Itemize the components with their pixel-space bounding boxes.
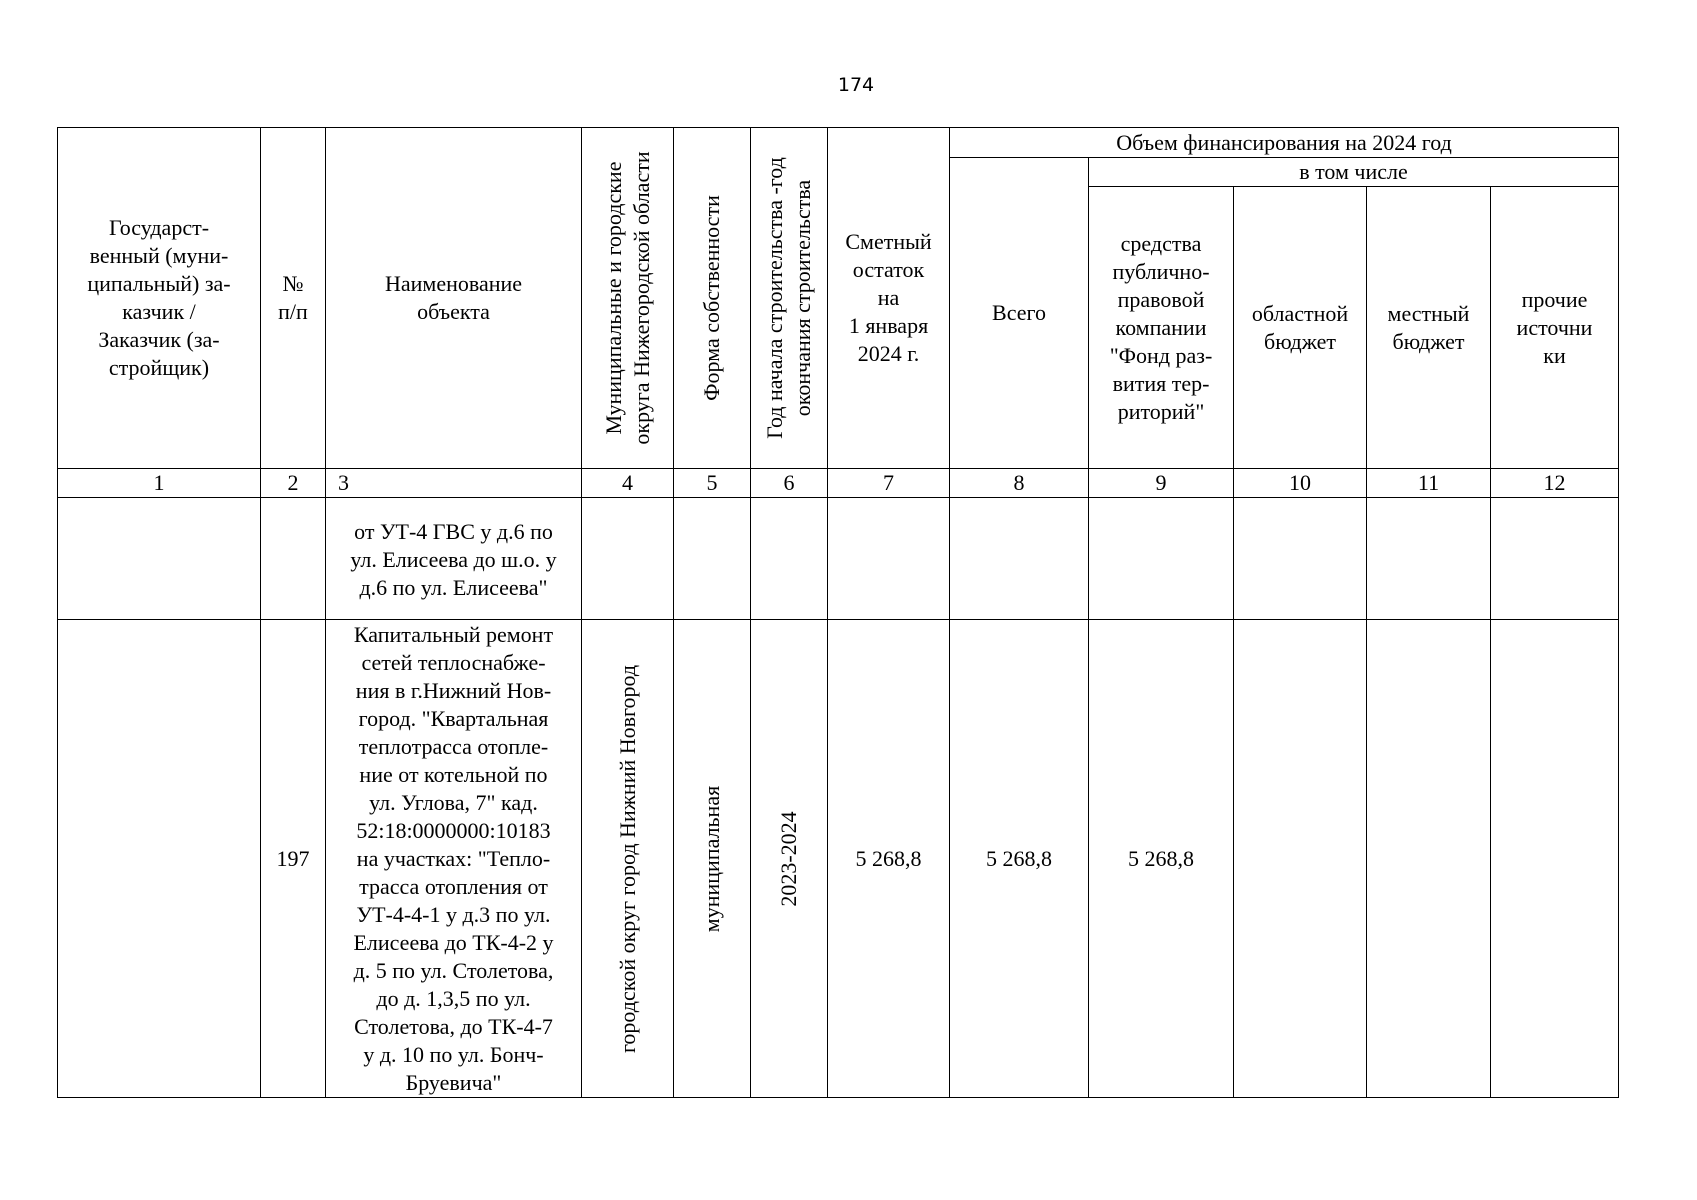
cell-object-name: от УТ-4 ГВС у д.6 по ул. Елисеева до ш.о. у д.6 по ул. Елисеева" — [326, 498, 582, 620]
header-regional: областной бюджет — [1234, 187, 1367, 469]
column-number: 11 — [1367, 469, 1491, 498]
table-row — [58, 620, 1619, 1098]
cell-number — [261, 498, 326, 620]
column-number: 9 — [1089, 469, 1234, 498]
cell-customer — [58, 620, 261, 1098]
header-fund: средства публично- правовой компании "Фонд раз- вития тер- риторий" — [1089, 187, 1234, 469]
cell-years: 2023-2024 — [751, 620, 828, 1098]
header-local: местный бюджет — [1367, 187, 1491, 469]
cell-regional — [1234, 498, 1367, 620]
cell-customer — [58, 498, 261, 620]
cell-years — [751, 498, 828, 620]
column-number: 1 — [58, 469, 261, 498]
column-number: 2 — [261, 469, 326, 498]
cell-estimate — [828, 498, 950, 620]
cell-municipal — [582, 498, 674, 620]
cell-regional — [1234, 620, 1367, 1098]
cell-ownership — [674, 498, 751, 620]
header-total: Всего — [950, 158, 1089, 469]
header-financing: Объем финансирования на 2024 год — [950, 128, 1619, 158]
cell-total: 5 268,8 — [950, 620, 1089, 1098]
cell-estimate: 5 268,8 — [828, 620, 950, 1098]
table-row — [58, 498, 1619, 620]
cell-total — [950, 498, 1089, 620]
column-numbers-row — [58, 469, 1619, 498]
column-number: 4 — [582, 469, 674, 498]
cell-other — [1491, 498, 1619, 620]
column-number: 12 — [1491, 469, 1619, 498]
column-number: 8 — [950, 469, 1089, 498]
header-object-name: Наименование объекта — [326, 128, 582, 469]
header-municipal: Муниципальные и городские округа Нижегородской области — [582, 128, 674, 469]
header-including: в том числе — [1089, 158, 1619, 187]
column-number: 5 — [674, 469, 751, 498]
column-number: 10 — [1234, 469, 1367, 498]
cell-object-name: Капитальный ремонт сетей теплоснабже- ния в г.Нижний Нов- город. "Квартальная теплотрасса отопле- ние от котельной по ул. Углова, 7" кад. 52:18:0000000:10183 на участках: "Тепло- трасса отопления от УТ-4-4-1 у д.3 по ул. Елисеева до ТК-4-2 у д. 5 по ул. Столетова, до д. 1,3,5 по ул. Столетова, до ТК-4-7 у д. 10 по ул. Бонч- Бруевича" — [326, 620, 582, 1098]
cell-number: 197 — [261, 620, 326, 1098]
page-number: 174 — [837, 74, 875, 96]
header-row-1 — [58, 128, 1619, 158]
header-customer: Государст- венный (муни- ципальный) за- казчик / Заказчик (за- стройщик) — [58, 128, 261, 469]
column-number: 6 — [751, 469, 828, 498]
cell-municipal: городской округ город Нижний Новгород — [582, 620, 674, 1098]
cell-local — [1367, 498, 1491, 620]
cell-local — [1367, 620, 1491, 1098]
column-number: 7 — [828, 469, 950, 498]
cell-other — [1491, 620, 1619, 1098]
cell-fund — [1089, 498, 1234, 620]
header-other: прочие источни ки — [1491, 187, 1619, 469]
header-estimate: Сметный остаток на 1 января 2024 г. — [828, 128, 950, 469]
column-number: 3 — [326, 469, 582, 498]
cell-ownership: муниципальная — [674, 620, 751, 1098]
cell-fund: 5 268,8 — [1089, 620, 1234, 1098]
header-ownership: Форма собственности — [674, 128, 751, 469]
header-years: Год начала строительства -год окончания строительства — [751, 128, 828, 469]
financing-table — [57, 127, 1619, 1098]
header-number: № п/п — [261, 128, 326, 469]
